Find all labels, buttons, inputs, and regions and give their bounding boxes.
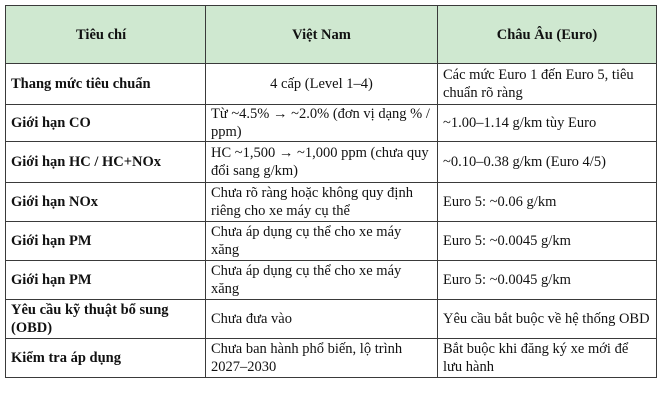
table-row [6, 64, 657, 105]
vietnam-cell: HC ~1,500 → ~1,000 ppm (chưa quy đổi sang g/km) [206, 142, 438, 183]
criterion-cell: Yêu cầu kỹ thuật bổ sung (OBD) [6, 300, 206, 339]
vietnam-cell: Chưa đưa vào [206, 300, 438, 339]
header-europe: Châu Âu (Euro) [438, 6, 657, 64]
table-row [6, 222, 657, 261]
table-row [6, 142, 657, 183]
comparison-table [5, 5, 657, 378]
vietnam-cell: Chưa ban hành phổ biến, lộ trình 2027–2030 [206, 339, 438, 378]
europe-cell: Yêu cầu bắt buộc về hệ thống OBD [438, 300, 657, 339]
europe-cell: ~0.10–0.38 g/km (Euro 4/5) [438, 142, 657, 183]
table-row [6, 105, 657, 142]
header-criterion: Tiêu chí [6, 6, 206, 64]
europe-cell: Euro 5: ~0.0045 g/km [438, 261, 657, 300]
europe-cell: Bắt buộc khi đăng ký xe mới để lưu hành [438, 339, 657, 378]
criterion-cell: Thang mức tiêu chuẩn [6, 64, 206, 105]
criterion-cell: Giới hạn NOx [6, 183, 206, 222]
table-header-row [6, 6, 657, 64]
criterion-cell: Giới hạn PM [6, 222, 206, 261]
vietnam-cell: Chưa áp dụng cụ thể cho xe máy xăng [206, 261, 438, 300]
table-row [6, 183, 657, 222]
table-row [6, 261, 657, 300]
europe-cell: ~1.00–1.14 g/km tùy Euro [438, 105, 657, 142]
vietnam-cell: Chưa áp dụng cụ thể cho xe máy xăng [206, 222, 438, 261]
criterion-cell: Giới hạn CO [6, 105, 206, 142]
vietnam-cell: Từ ~4.5% → ~2.0% (đơn vị dạng % / ppm) [206, 105, 438, 142]
europe-cell: Euro 5: ~0.0045 g/km [438, 222, 657, 261]
europe-cell: Euro 5: ~0.06 g/km [438, 183, 657, 222]
table-row [6, 300, 657, 339]
criterion-cell: Giới hạn HC / HC+NOx [6, 142, 206, 183]
vietnam-cell: Chưa rõ ràng hoặc không quy định riêng cho xe máy cụ thể [206, 183, 438, 222]
header-vietnam: Việt Nam [206, 6, 438, 64]
vietnam-cell: 4 cấp (Level 1–4) [206, 64, 438, 105]
criterion-cell: Kiểm tra áp dụng [6, 339, 206, 378]
europe-cell: Các mức Euro 1 đến Euro 5, tiêu chuẩn rõ ràng [438, 64, 657, 105]
table-row [6, 339, 657, 378]
criterion-cell: Giới hạn PM [6, 261, 206, 300]
